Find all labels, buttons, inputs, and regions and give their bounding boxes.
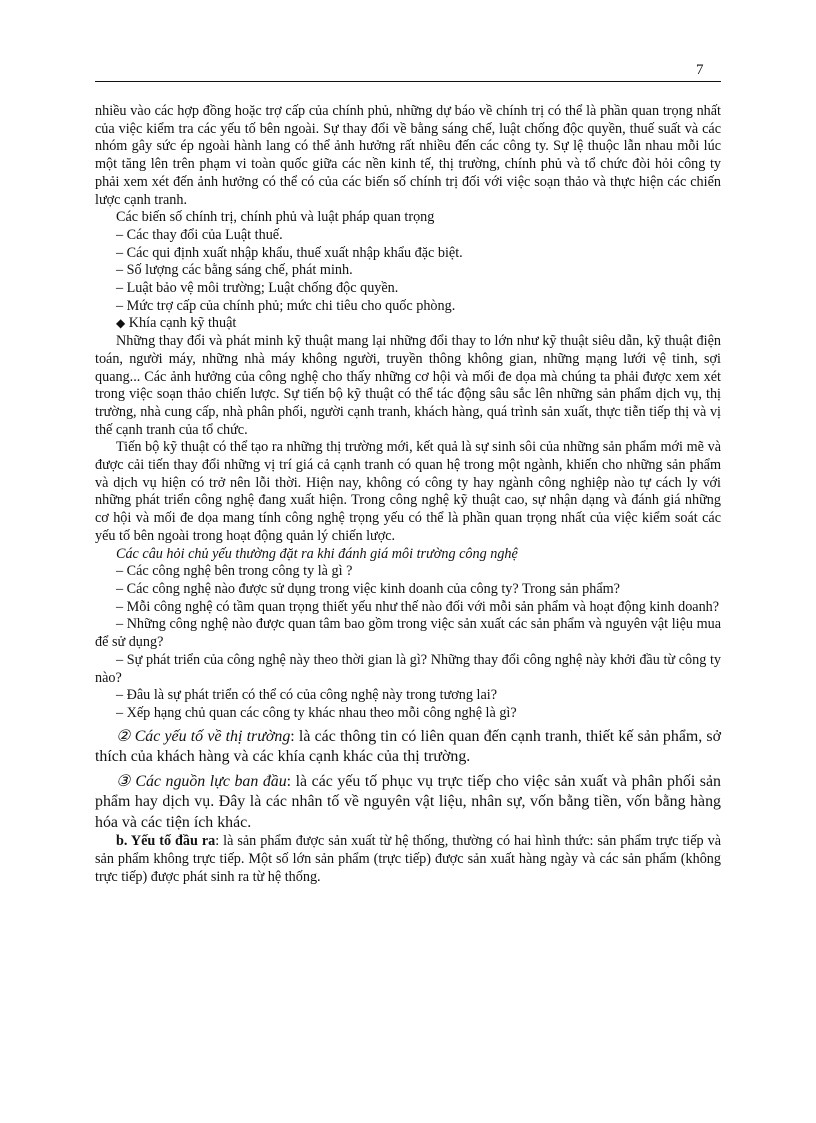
page-number: 7 [696,62,704,78]
initial-resources-text: : là các yếu tố phục vụ trực tiếp cho việc sản xuất và phân phối sản phẩm hay dịch vụ. Đây là các nhân tố về nguyên vật liệu, nhân sự, vốn bằng tiền, vốn bằng hàng hóa và các tiện ích khác. [95,772,721,831]
list-heading-political-variables: Các biến số chính trị, chính phủ và luật pháp quan trọng [116,209,435,226]
paragraph-market-factors [95,727,721,768]
question-item: – Xếp hạng chủ quan các công ty khác nhau theo mỗi công nghệ là gì? [116,704,517,721]
question-item: – Sự phát triển của công nghệ này theo thời gian là gì? Những thay đổi công nghệ này khởi đầu từ công ty nào? [95,651,721,686]
paragraph-technology-changes: Những thay đổi và phát minh kỹ thuật mang lại những đổi thay to lớn như kỹ thuật siêu dẫn, kỹ thuật điện toán, người máy, những nhà máy không người, truyền thông không gian, những mạng lưới vệ tinh, sợi quang... Các ảnh hưởng của công nghệ cho thấy những cơ hội và mối đe dọa mà chúng ta phải được xem xét trong việc soạn thảo chiến lược. Sự tiến bộ kỹ thuật có thể tác động sâu sắc lên những sản phẩm dịch vụ, thị trường, nhà cung cấp, nhà phân phối, người cạnh tranh, khách hàng, quá trình sản xuất, thực tiễn tiếp thị và vị thế cạnh tranh của tổ chức. [95,333,721,438]
paragraph-output-factors [95,833,721,886]
market-factors-lead: ② Các yếu tố về thị trường [116,727,291,745]
diamond-bullet-icon: ◆ [116,316,126,331]
question-item: – Các công nghệ nào được sử dụng trong việc kinh doanh của công ty? Trong sản phẩm? [116,580,620,597]
paragraph-political-influence: nhiều vào các hợp đồng hoặc trợ cấp của chính phủ, những dự báo về chính trị có thể là phần quan trọng nhất của việc kiểm tra các yếu tố bên ngoài. Sự thay đổi về bằng sáng chế, luật chống độc quyền, thuế suất và các nhóm gây sức ép ngoài hành lang có thể ảnh hưởng rất nhiều đến các công ty. Sự lệ thuộc lẫn nhau mỗi lúc một tăng lên trên phạm vi toàn quốc giữa các nền kinh tế, thị trường, chính phủ và tổ chức đòi hỏi công ty phải xem xét đến ảnh hưởng có thể có của các biến số chính trị đối với việc soạn thảo và thực hiện các chiến lược cạnh tranh. [95,103,721,208]
question-item: – Mỗi công nghệ có tầm quan trọng thiết yếu như thế nào đối với mỗi sản phẩm và hoạt động kinh doanh? [116,598,720,615]
list-item: – Số lượng các bằng sáng chế, phát minh. [116,262,353,279]
output-factors-lead: b. Yếu tố đầu ra [116,833,216,850]
market-factors-text: : là các thông tin có liên quan đến cạnh tranh, thiết kế sản phẩm, sở thích của khách hàng và các khía cạnh khác của thị trường. [95,727,722,766]
header-rule [95,81,721,82]
section-heading-technology [95,315,721,333]
list-item: – Các qui định xuất nhập khẩu, thuế xuất nhập khẩu đặc biệt. [116,244,463,261]
question-item: – Các công nghệ bên trong công ty là gì ? [116,563,353,580]
section-heading-technology-label: Khía cạnh kỹ thuật [128,315,237,332]
questions-heading: Các câu hỏi chủ yếu thường đặt ra khi đánh giá môi trường công nghệ [116,545,518,562]
output-factors-text: : là sản phẩm được sản xuất từ hệ thống, thường có hai hình thức: sản phẩm trực tiếp và sản phẩm không trực tiếp. Một số lớn sản phẩm (trực tiếp) được sản xuất hàng ngày và các sản phẩm (không trực tiếp) được phát sinh ra từ hệ thống. [95,833,721,885]
list-item: – Mức trợ cấp của chính phủ; mức chi tiêu cho quốc phòng. [116,297,456,314]
initial-resources-lead: ③ Các nguồn lực ban đầu [116,772,287,790]
paragraph-technology-progress: Tiến bộ kỹ thuật có thể tạo ra những thị trường mới, kết quả là sự sinh sôi của những sản phẩm mới mẽ và được cải tiến thay đổi những vị trí giá cả cạnh tranh có quan hệ trong một ngành, khiến cho những sản phẩm và dịch vụ hiện có trở nên lỗi thời. Hiện nay, không có công ty hay ngành công nghiệp nào tự cách ly với những phát triển công nghệ đang xuất hiện. Trong công nghệ kỹ thuật cao, sự nhận dạng và đánh giá những cơ hội và mối đe dọa mang tính công nghệ trọng yếu có thể là phần quan trọng nhất của việc kiểm soát các yếu tố bên ngoài trong hoạt động quản lý chiến lược. [95,439,721,544]
page-body [95,103,721,886]
list-item: – Các thay đổi của Luật thuế. [116,226,283,243]
question-item: – Những công nghệ nào được quan tâm bao gồm trong việc sản xuất các sản phẩm và nguyên vật liệu mua để sử dụng? [95,616,721,651]
list-item: – Luật bảo vệ môi trường; Luật chống độc quyền. [116,280,399,297]
question-item: – Đâu là sự phát triển có thể có của công nghệ này trong tương lai? [116,687,497,704]
paragraph-initial-resources [95,772,721,834]
